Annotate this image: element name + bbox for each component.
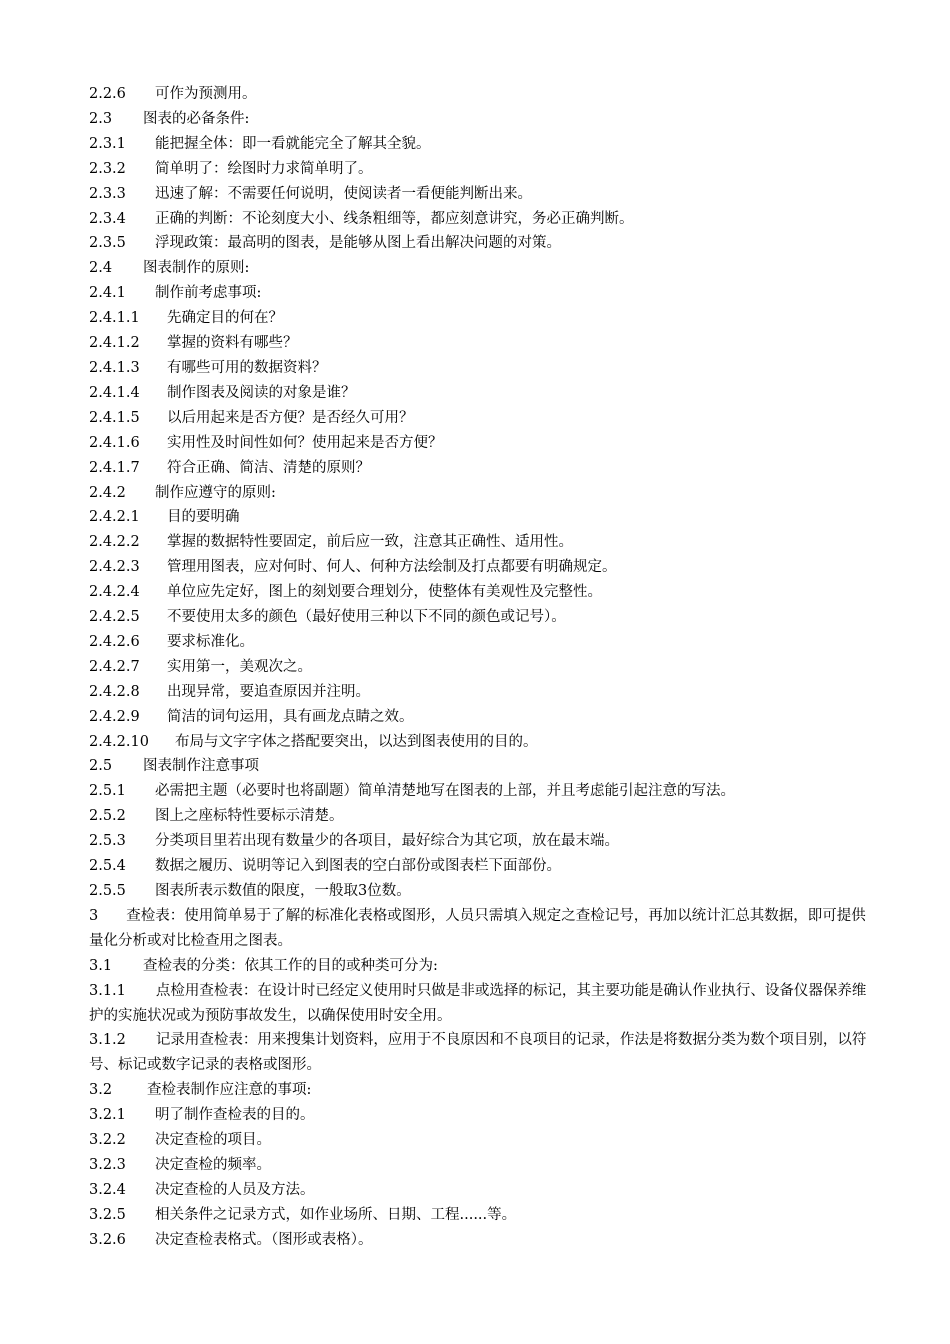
item-text: 管理用图表，应对何时、何人、何种方法绘制及打点都要有明确规定。 [167, 559, 617, 576]
item-number: 2.5.1 [89, 783, 126, 800]
list-item [89, 1028, 869, 1078]
list-item [89, 705, 869, 730]
list-item [89, 481, 869, 506]
section-heading [89, 754, 869, 779]
list-item [89, 854, 869, 879]
item-text: 以后用起来是否方便？是否经久可用？ [167, 409, 414, 426]
item-number: 2.4.1.5 [89, 409, 140, 426]
item-number: 2.4.2.1 [89, 509, 140, 526]
list-item [89, 655, 869, 680]
item-number: 2.3.2 [89, 160, 126, 177]
list-item [89, 331, 869, 356]
item-number: 2.4.2.4 [89, 584, 140, 601]
item-text: 分类项目里若出现有数量少的各项目，最好综合为其它项，放在最末端。 [155, 833, 619, 850]
document-body [89, 82, 869, 1253]
section-heading [89, 256, 869, 281]
item-number: 3.2.5 [89, 1206, 126, 1223]
item-text: 点检用查检表：在设计时已经定义使用时只做是非或选择的标记，其主要功能是确认作业执行、设备仪器保养维护的实施状况或为预防事故发生，以确保使用时安全用。 [89, 982, 867, 1024]
list-item [89, 605, 869, 630]
item-number: 2.3.3 [89, 185, 126, 202]
item-number: 2.4 [89, 260, 113, 277]
item-text: 可作为预测用。 [155, 86, 257, 102]
item-text: 简洁的词句运用，具有画龙点睛之效。 [167, 708, 414, 725]
list-item [89, 157, 869, 182]
item-number: 2.4.2.5 [89, 609, 140, 626]
list-item [89, 1153, 869, 1178]
list-item [89, 779, 869, 804]
list-item [89, 82, 869, 107]
item-text: 图表制作的原则: [143, 260, 250, 277]
item-text: 数据之履历、说明等记入到图表的空白部份或图表栏下面部份。 [155, 858, 561, 875]
item-text: 图表所表示数值的限度，一般取3位数。 [155, 883, 411, 899]
list-item [89, 281, 869, 306]
list-item [89, 1128, 869, 1153]
item-number: 3 [89, 907, 99, 924]
list-item [89, 356, 869, 381]
list-item [89, 580, 869, 605]
item-text: 图上之座标特性要标示清楚。 [155, 808, 344, 825]
item-text: 决定查检的频率。 [155, 1156, 271, 1173]
list-item [89, 306, 869, 331]
item-number: 2.4.2.3 [89, 559, 140, 576]
item-text: 决定查检的人员及方法。 [155, 1181, 315, 1198]
section-heading [89, 107, 869, 132]
item-number: 3.1 [89, 957, 113, 974]
list-item [89, 630, 869, 655]
item-text: 出现异常，要追查原因并注明。 [167, 683, 370, 700]
item-number: 2.5 [89, 758, 113, 775]
section-heading [89, 1078, 869, 1103]
item-number: 2.5.4 [89, 858, 126, 875]
item-number: 2.2.6 [89, 86, 126, 102]
item-text: 查检表制作应注意的事项: [147, 1082, 312, 1099]
list-item [89, 1103, 869, 1128]
item-text: 简单明了：绘图时力求简单明了。 [155, 160, 373, 177]
item-text: 掌握的数据特性要固定，前后应一致，注意其正确性、适用性。 [167, 534, 573, 551]
list-item [89, 1228, 869, 1253]
item-number: 2.5.5 [89, 883, 126, 899]
item-number: 2.4.2.2 [89, 534, 140, 551]
list-item [89, 182, 869, 207]
item-number: 3.1.2 [89, 1032, 126, 1049]
list-item [89, 680, 869, 705]
item-number: 2.4.2.10 [89, 733, 149, 750]
item-number: 3.2.2 [89, 1132, 126, 1149]
item-text: 查检表：使用简单易于了解的标准化表格或图形，人员只需填入规定之查检记号，再加以统计汇总其数据，即可提供量化分析或对比检查用之图表。 [89, 907, 866, 949]
item-text: 正确的判断：不论刻度大小、线条粗细等，都应刻意讲究，务必正确判断。 [155, 210, 634, 227]
item-number: 2.3.1 [89, 135, 126, 152]
item-number: 2.4.1.4 [89, 384, 140, 401]
list-item [89, 406, 869, 431]
item-number: 2.5.2 [89, 808, 126, 825]
list-item [89, 132, 869, 157]
item-number: 2.4.2.6 [89, 633, 140, 650]
section-paragraph [89, 904, 869, 954]
item-text: 制作图表及阅读的对象是谁？ [167, 384, 356, 401]
item-number: 2.5.3 [89, 833, 126, 850]
item-text: 实用第一，美观次之。 [167, 658, 312, 675]
item-number: 2.4.1.1 [89, 310, 140, 327]
item-number: 3.2.6 [89, 1231, 126, 1248]
item-text: 单位应先定好，图上的刻划要合理划分，使整体有美观性及完整性。 [167, 584, 602, 601]
list-item [89, 879, 869, 904]
item-text: 能把握全体：即一看就能完全了解其全貌。 [155, 135, 431, 152]
item-text: 制作前考虑事项: [155, 285, 262, 302]
item-text: 图表制作注意事项 [143, 758, 259, 775]
item-number: 2.4.1.2 [89, 335, 140, 352]
item-text: 实用性及时间性如何？使用起来是否方便？ [167, 434, 443, 451]
item-text: 相关条件之记录方式，如作业场所、日期、工程......等。 [155, 1206, 517, 1223]
item-text: 决定查检的项目。 [155, 1132, 271, 1149]
item-text: 有哪些可用的数据资料？ [167, 359, 327, 376]
item-text: 迅速了解：不需要任何说明，使阅读者一看便能判断出来。 [155, 185, 532, 202]
item-text: 图表的必备条件: [143, 110, 250, 127]
list-item [89, 1203, 869, 1228]
list-item [89, 979, 869, 1029]
item-text: 不要使用太多的颜色（最好使用三种以下不同的颜色或记号）。 [167, 609, 566, 626]
item-number: 2.4.2.9 [89, 708, 140, 725]
item-text: 必需把主题（必要时也将副题）简单清楚地写在图表的上部，并且考虑能引起注意的写法。 [155, 783, 735, 800]
item-text: 决定查检表格式。（图形或表格）。 [155, 1231, 373, 1248]
item-number: 3.2 [89, 1082, 113, 1099]
item-text: 符合正确、简洁、清楚的原则？ [167, 459, 370, 476]
list-item [89, 555, 869, 580]
list-item [89, 231, 869, 256]
list-item [89, 530, 869, 555]
item-number: 2.4.2.8 [89, 683, 140, 700]
item-number: 2.4.1.6 [89, 434, 140, 451]
list-item [89, 431, 869, 456]
item-text: 布局与文字字体之搭配要突出，以达到图表使用的目的。 [175, 733, 538, 750]
item-text: 制作应遵守的原则: [155, 484, 276, 501]
item-number: 3.2.4 [89, 1181, 126, 1198]
item-number: 2.4.1.7 [89, 459, 140, 476]
item-text: 记录用查检表：用来搜集计划资料，应用于不良原因和不良项目的记录，作法是将数据分类为数个项目别，以符号、标记或数字记录的表格或图形。 [89, 1032, 867, 1074]
item-text: 目的要明确 [167, 509, 240, 526]
item-text: 先确定目的何在？ [167, 310, 283, 327]
list-item [89, 456, 869, 481]
item-number: 2.3 [89, 110, 113, 127]
list-item [89, 730, 869, 755]
item-number: 2.4.2.7 [89, 658, 140, 675]
list-item [89, 1178, 869, 1203]
item-number: 3.1.1 [89, 982, 126, 999]
list-item [89, 829, 869, 854]
section-heading [89, 954, 869, 979]
item-number: 2.4.1 [89, 285, 126, 302]
list-item [89, 804, 869, 829]
item-number: 2.4.1.3 [89, 359, 140, 376]
item-number: 2.4.2 [89, 484, 126, 501]
item-number: 2.3.4 [89, 210, 126, 227]
item-text: 掌握的资料有哪些？ [167, 335, 298, 352]
item-text: 浮现政策：最高明的图表，是能够从图上看出解决问题的对策。 [155, 235, 561, 252]
list-item [89, 505, 869, 530]
item-text: 查检表的分类：依其工作的目的或种类可分为: [143, 957, 438, 974]
item-number: 3.2.3 [89, 1156, 126, 1173]
item-number: 3.2.1 [89, 1107, 126, 1124]
list-item [89, 381, 869, 406]
item-text: 要求标准化。 [167, 633, 254, 650]
item-number: 2.3.5 [89, 235, 126, 252]
list-item [89, 207, 869, 232]
item-text: 明了制作查检表的目的。 [155, 1107, 315, 1124]
